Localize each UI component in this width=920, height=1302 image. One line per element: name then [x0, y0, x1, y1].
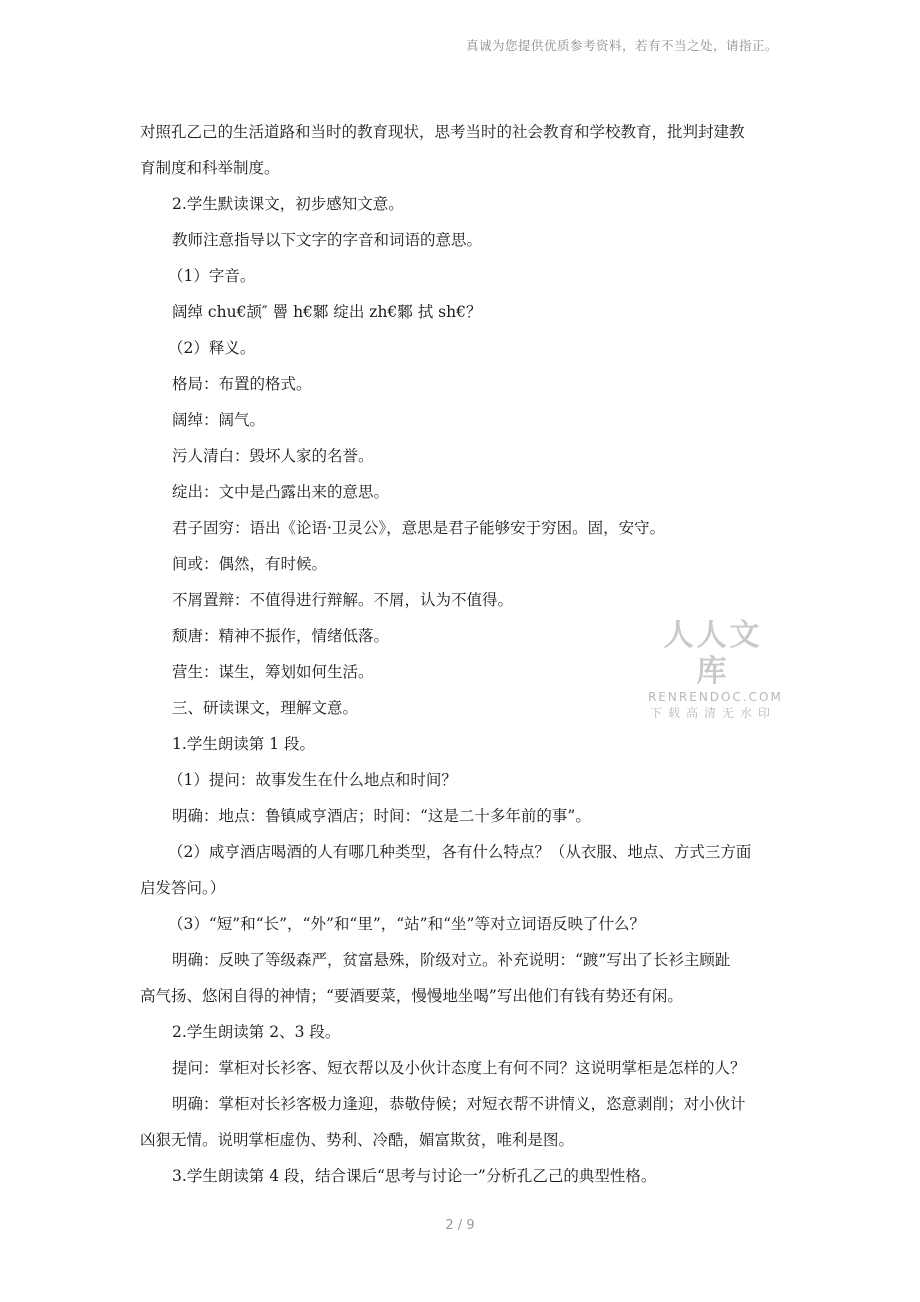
- paragraph-line: （2）释义。: [168, 339, 256, 357]
- section-heading: 三、研读课文，理解文意。: [172, 699, 359, 717]
- paragraph-line: （1）字音。: [168, 267, 256, 285]
- paragraph-line: 营生：谋生，筹划如何生活。: [172, 663, 374, 681]
- paragraph-line: 高气扬、悠闲自得的神情；“要酒要菜，慢慢地坐喝”写出他们有钱有势还有闲。: [140, 987, 683, 1005]
- paragraph-line: 3.学生朗读第 4 段，结合课后“思考与讨论一”分析孔乙己的典型性格。: [172, 1167, 657, 1185]
- watermark-domain: RENRENDOC.COM: [648, 690, 783, 704]
- paragraph-line: 间或：偶然，有时候。: [172, 555, 328, 573]
- paragraph-line: （3）“短”和“长”，“外”和“里”，“站”和“坐”等对立词语反映了什么？: [168, 915, 645, 933]
- paragraph-line: 对照孔乙己的生活道路和当时的教育现状，思考当时的社会教育和学校教育，批判封建教: [140, 123, 745, 141]
- paragraph-line: （1）提问：故事发生在什么地点和时间？: [168, 771, 457, 789]
- paragraph-line: 绽出：文中是凸露出来的意思。: [172, 483, 390, 501]
- paragraph-line: （2）咸亨酒店喝酒的人有哪几种类型，各有什么特点？（从衣服、地点、方式三方面: [168, 843, 752, 861]
- paragraph-line: 明确：地点：鲁镇咸亨酒店；时间：“这是二十多年前的事”。: [172, 807, 591, 825]
- paragraph-line: 阔绰 chu€颉″ 罾 h€鄹 绽出 zh€鄹 拭 sh€？: [172, 303, 482, 321]
- paragraph-line: 君子固穷：语出《论语·卫灵公》，意思是君子能够安于穷困。固，安守。: [172, 519, 666, 537]
- paragraph-line: 颓唐：精神不振作，情绪低落。: [172, 627, 390, 645]
- paragraph-line: 提问：掌柜对长衫客、短衣帮以及小伙计态度上有何不同？这说明掌柜是怎样的人？: [172, 1059, 746, 1077]
- paragraph-line: 1.学生朗读第 1 段。: [172, 735, 316, 753]
- paragraph-line: 2.学生朗读第 2、3 段。: [172, 1023, 341, 1041]
- paragraph-line: 育制度和科举制度。: [140, 159, 280, 177]
- paragraph-line: 明确：反映了等级森严，贫富悬殊，阶级对立。补充说明：“踱”写出了长衫主顾趾: [172, 951, 731, 969]
- paragraph-line: 格局：布置的格式。: [172, 375, 312, 393]
- paragraph-line: 2.学生默读课文，初步感知文意。: [172, 195, 404, 213]
- watermark-slogan: 下载高清无水印: [649, 706, 776, 720]
- paragraph-line: 教师注意指导以下文字的字音和词语的意思。: [172, 231, 483, 249]
- header-note: 真诚为您提供优质参考资料，若有不当之处，请指正。: [465, 38, 778, 53]
- paragraph-line: 凶狠无情。说明掌柜虚伪、势利、冷酷，媚富欺贫，唯利是图。: [140, 1131, 575, 1149]
- watermark-title: 人人文库: [663, 618, 763, 689]
- paragraph-line: 启发答问。）: [140, 879, 226, 897]
- page-number: 2 / 9: [445, 1218, 475, 1233]
- paragraph-line: 污人清白：毁坏人家的名誉。: [172, 447, 374, 465]
- paragraph-line: 明确：掌柜对长衫客极力逢迎，恭敬侍候；对短衣帮不讲情义，恣意剥削；对小伙计: [172, 1095, 746, 1113]
- paragraph-line: 不屑置辩：不值得进行辩解。不屑，认为不值得。: [172, 591, 514, 609]
- paragraph-line: 阔绰：阔气。: [172, 411, 266, 429]
- watermark-logo: [648, 618, 783, 722]
